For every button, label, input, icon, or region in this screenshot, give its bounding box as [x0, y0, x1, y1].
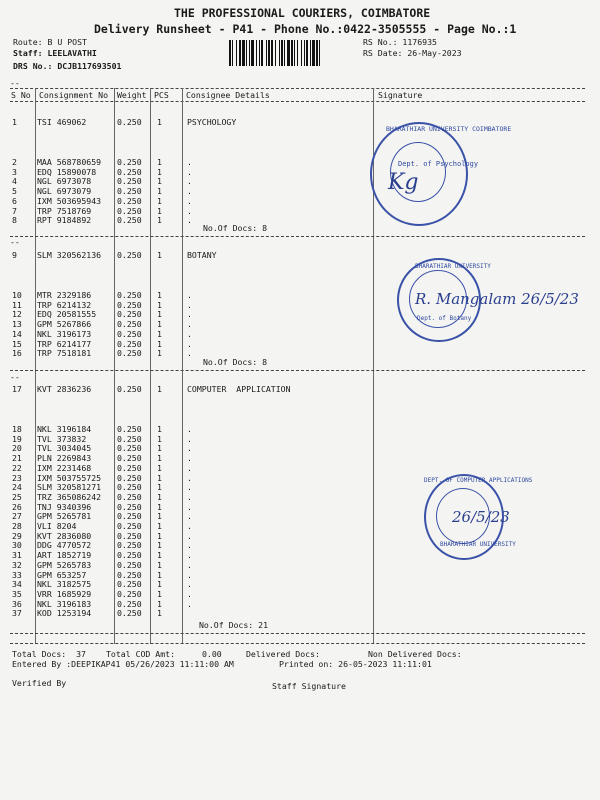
rs-number: RS No.: 1176935 — [363, 37, 437, 47]
barcode-bars — [229, 40, 357, 66]
table-row: 27 GPM 5265781 0.250 1 . — [12, 511, 192, 522]
table-row: 5 NGL 6973079 0.250 1 . — [12, 186, 192, 197]
header-bottom-rule — [10, 101, 585, 102]
section-rule — [10, 236, 585, 237]
table-row: 11 TRP 6214132 0.250 1 . — [12, 299, 192, 310]
col-signature: Signature — [378, 90, 423, 100]
col-details: Consignee Details — [186, 90, 270, 100]
staff-signature: Staff Signature — [272, 681, 346, 691]
stamp-psychology: Dept. of Psychology BHARATHIAR UNIVERSITY COIMBATORE Kg — [368, 120, 468, 230]
stamp-computer-application: DEPT. OF COMPUTER APPLICATIONS BHARATHIAR UNIVERSITY 26/5/23 — [420, 470, 530, 570]
col-consignment: Consignment No — [39, 90, 109, 100]
drs-number: DRS No.: DCJB117693501 — [13, 61, 122, 71]
docs-count: No.Of Docs: 21 — [199, 620, 269, 630]
table-row: 30 DDG 4770572 0.250 1 . — [12, 540, 192, 551]
table-row: 31 ART 1852719 0.250 1 . — [12, 550, 192, 561]
barcode — [229, 40, 357, 66]
table-row: 18 NKL 3196184 0.250 1 . — [12, 424, 192, 434]
table-row: 33 GPM 653257 0.250 1 . — [12, 569, 192, 580]
col-weight: Weight — [117, 90, 147, 100]
entered-by: Entered By :DEEPIKAP41 05/26/2023 11:11:00 AM — [12, 659, 234, 669]
dash-marker: -- — [10, 78, 20, 88]
table-row: 7 TRP 7518769 0.250 1 . — [12, 205, 192, 216]
table-row: 12 EDQ 20581555 0.250 1 . — [12, 309, 192, 320]
rs-date: RS Date: 26-May-2023 — [363, 48, 462, 58]
total-docs: Total Docs: 37 — [12, 649, 86, 659]
table-row: 28 VLI 8204 0.250 1 . — [12, 521, 192, 531]
table-row: 35 VRR 1685929 0.250 1 . — [12, 588, 192, 599]
company-name: THE PROFESSIONAL COURIERS, COIMBATORE — [174, 6, 431, 20]
dash-marker: -- — [10, 237, 20, 247]
table-row: 16 TRP 7518181 0.250 1 . — [12, 348, 192, 359]
table-row: 8 RPT 9184892 0.250 1 . — [12, 215, 192, 226]
stamp-botany: BHARATHIAR UNIVERSITY Dept. of Botany R. Mangalam 26/5/23 — [393, 254, 523, 354]
table-row: 22 IXM 2231468 0.250 1 . — [12, 462, 192, 473]
section-rule — [10, 643, 585, 644]
staff: Staff: LEELAVATHI — [13, 48, 97, 58]
table-row: 4 NGL 6973078 0.250 1 . — [12, 176, 192, 187]
dash-marker: -- — [10, 372, 20, 382]
table-row: 6 IXM 503695943 0.250 1 . — [12, 195, 192, 206]
delivered-docs: Delivered Docs: — [246, 649, 320, 659]
printed-on: Printed on: 26-05-2023 11:11:01 — [279, 659, 432, 669]
runsheet-title: Delivery Runsheet - P41 - Phone No.:0422-3505555 - Page No.:1 — [94, 22, 517, 36]
docs-count: No.Of Docs: 8 — [203, 357, 268, 367]
table-row: 20 TVL 3034045 0.250 1 . — [12, 443, 192, 454]
table-row: 13 GPM 5267866 0.250 1 . — [12, 319, 192, 330]
table-row: 36 NKL 3196183 0.250 1 . — [12, 598, 192, 609]
table-row: 3 EDQ 15890078 0.250 1 . — [12, 166, 192, 177]
table-row: 26 TNJ 9340396 0.250 1 . — [12, 501, 192, 512]
table-row: 32 GPM 5265783 0.250 1 . — [12, 559, 192, 570]
table-row: 15 TRP 6214177 0.250 1 . — [12, 338, 192, 349]
col-pcs: PCS — [154, 90, 169, 100]
total-cod-value: 0.00 — [202, 649, 222, 659]
route: Route: B U POST — [13, 37, 87, 47]
table-row: 10 MTR 2329186 0.250 1 . — [12, 290, 192, 300]
docs-count: No.Of Docs: 8 — [203, 223, 268, 233]
table-row: 21 PLN 2269843 0.250 1 . — [12, 453, 192, 464]
table-row: 14 NKL 3196173 0.250 1 . — [12, 328, 192, 339]
col-sno: S No — [11, 90, 31, 100]
table-row: 23 IXM 503755725 0.250 1 . — [12, 472, 192, 483]
table-row: 19 TVL 373832 0.250 1 . — [12, 433, 192, 444]
table-row: 24 SLM 320581271 0.250 1 . — [12, 482, 192, 493]
section-rule — [10, 633, 585, 634]
table-row: 34 NKL 3182575 0.250 1 . — [12, 579, 192, 590]
section-rule — [10, 370, 585, 371]
table-row: 1 TSI 469062 0.250 1 PSYCHOLOGY — [12, 117, 237, 127]
table-row: 2 MAA 568780659 0.250 1 . — [12, 157, 192, 167]
non-delivered-docs: Non Delivered Docs: — [368, 649, 462, 659]
table-row: 9 SLM 320562136 0.250 1 BOTANY — [12, 250, 217, 260]
header-top-rule — [10, 88, 585, 89]
table-row: 17 KVT 2836236 0.250 1 COMPUTER APPLICATION — [12, 384, 291, 394]
total-cod-label: Total COD Amt: — [106, 649, 176, 659]
table-row: 25 TRZ 365086242 0.250 1 . — [12, 491, 192, 502]
verified-by: Verified By — [12, 678, 67, 688]
table-row: 29 KVT 2836080 0.250 1 . — [12, 530, 192, 541]
table-row: 37 KOD 1253194 0.250 1 — [12, 608, 162, 619]
